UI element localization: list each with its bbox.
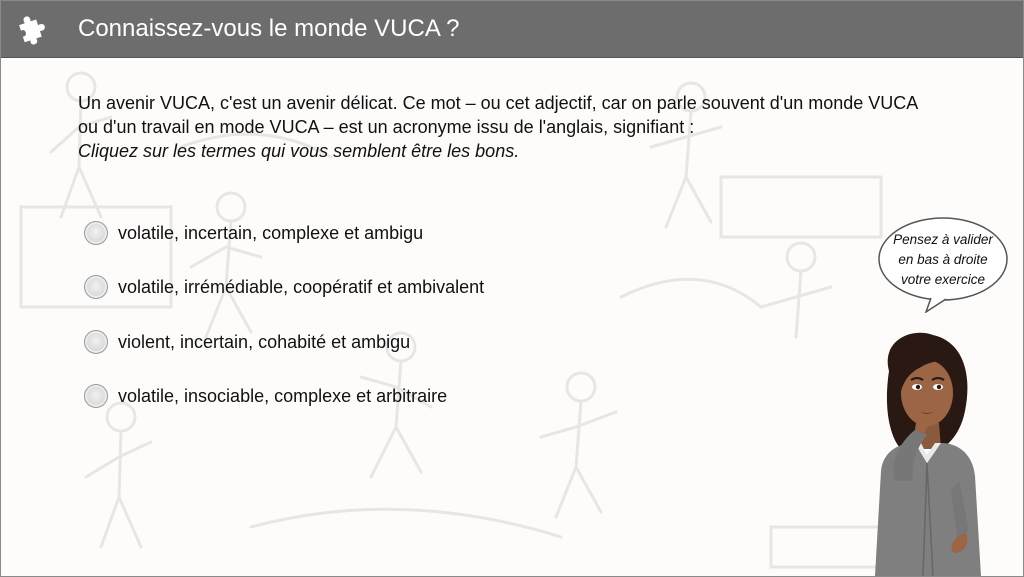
header-bar: [1, 1, 1023, 58]
radio-button[interactable]: [84, 384, 108, 408]
answer-option-4[interactable]: [84, 382, 447, 410]
page-title: Connaissez-vous le monde VUCA ?: [78, 15, 460, 42]
answer-option-label[interactable]: volatile, incertain, complexe et ambigu: [118, 222, 424, 243]
radio-button[interactable]: [84, 221, 108, 245]
avatar-character: [861, 331, 991, 576]
radio-button[interactable]: [84, 330, 108, 354]
answer-option-3[interactable]: [84, 328, 410, 356]
question-intro: Un avenir VUCA, c'est un avenir délicat. Ce mot – ou cet adjectif, car on parle souvent d'un monde VUCA ou d'un travail en mode VUCA – est un acronyme issu de l'anglais, signifiant :: [78, 93, 918, 137]
answer-option-label[interactable]: volatile, insociable, complexe et arbitraire: [118, 385, 448, 406]
question-text: [78, 91, 938, 163]
tip-text: [883, 230, 1003, 290]
puzzle-icon: [15, 11, 51, 47]
tip-line: votre exercice: [900, 272, 986, 287]
answer-option-label[interactable]: volatile, irrémédiable, coopératif et ambivalent: [118, 276, 485, 297]
tip-line: en bas à droite: [898, 252, 988, 267]
answer-option-label[interactable]: violent, incertain, cohabité et ambigu: [118, 331, 411, 352]
question-instruction: Cliquez sur les termes qui vous semblent être les bons.: [78, 141, 520, 161]
answer-option-2[interactable]: [84, 273, 484, 301]
answer-option-1[interactable]: [84, 219, 423, 247]
tip-line: Pensez à valider: [893, 232, 993, 247]
radio-button[interactable]: [84, 275, 108, 299]
